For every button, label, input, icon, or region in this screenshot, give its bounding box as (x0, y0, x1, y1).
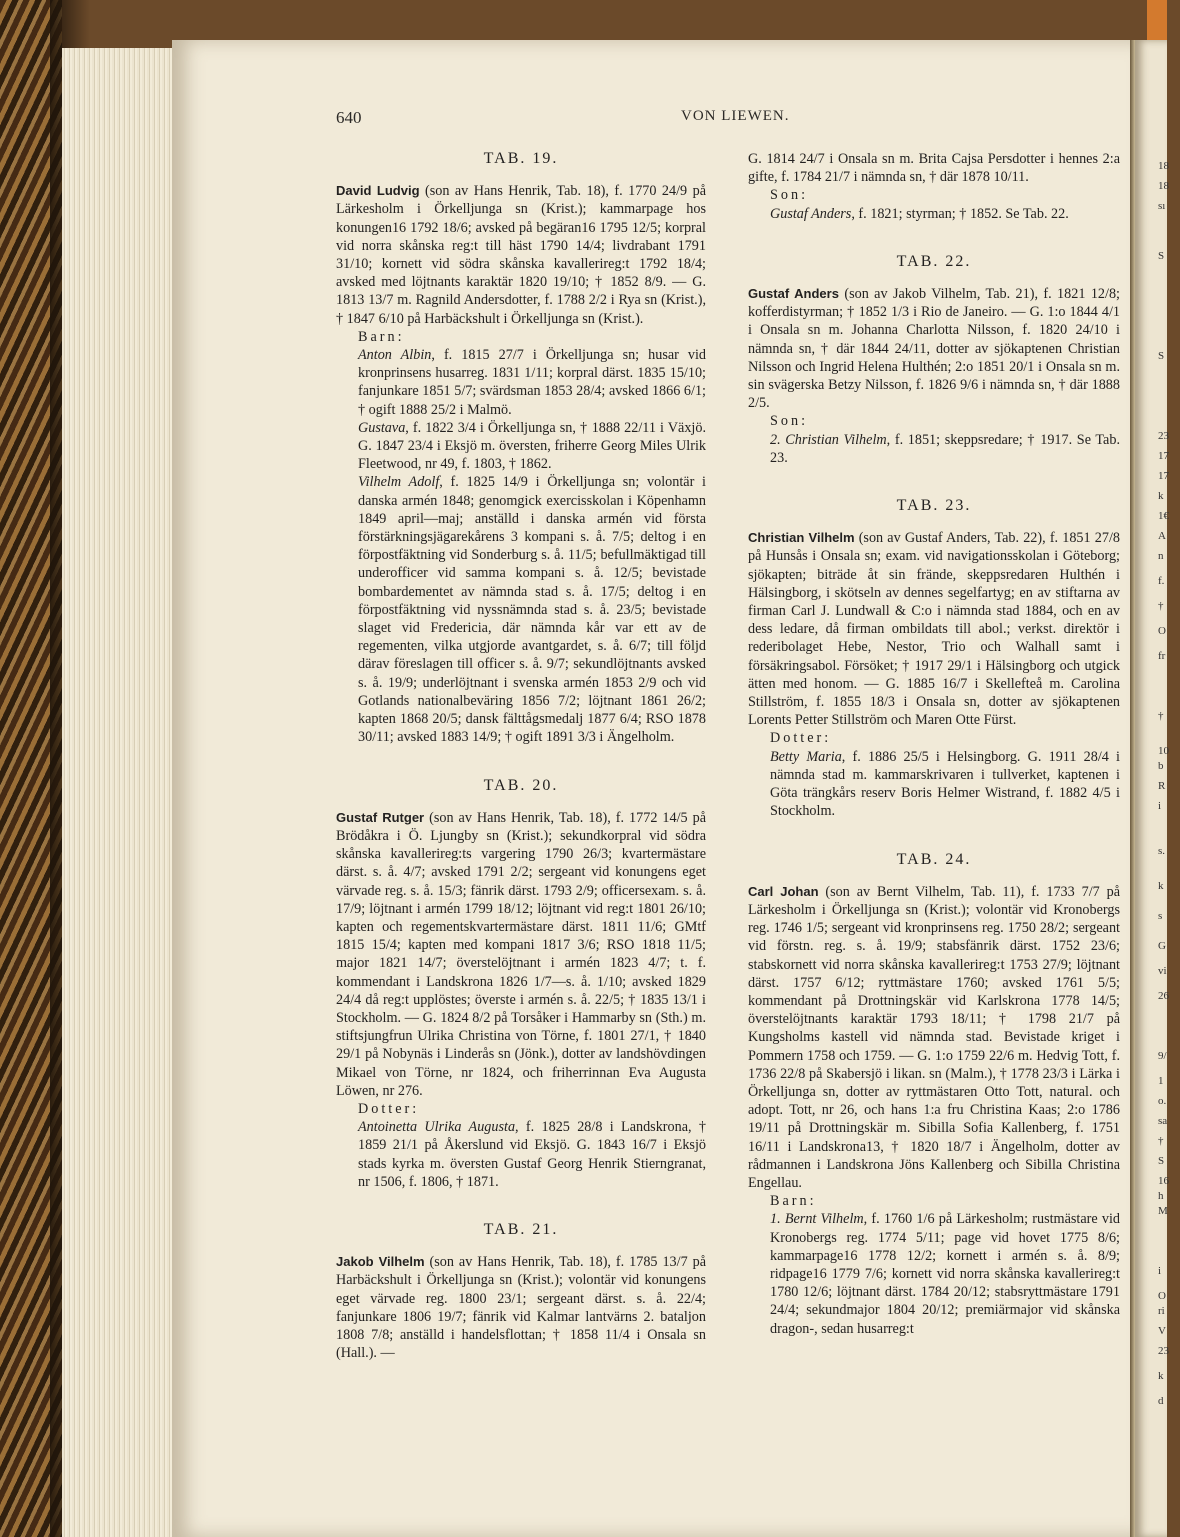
genealogy-entry (336, 182, 706, 328)
children-label: Barn: (358, 328, 405, 345)
genealogy-entry (748, 285, 1120, 412)
child-entry (336, 1118, 706, 1191)
person-name: Jakob Vilhelm (336, 1254, 425, 1270)
child-name: Gustaf Anders (770, 205, 852, 222)
facing-page-fragment: o. (1158, 1095, 1167, 1107)
children-label: Barn: (770, 1193, 817, 1210)
entry-text: , f. 1886 25/5 i Helsingborg. G. 1911 28/4 i nämnda stad m. kammarskrivaren i tullverket, kaptenen i Göta trängkårs reserv Boris Helmer Wistrand, f. 1882 4/5 i Stockholm. (770, 748, 1120, 820)
entry-text: , f. 1822 3/4 i Örkelljunga sn, † 1888 22/11 i Växjö. G. 1847 23/4 i Eksjö m. översten, friherre Georg Miles Ulrik Fleetwood, nr 49, f. 1803, † 1862. (358, 419, 706, 473)
facing-page-fragment: 18 (1158, 180, 1169, 192)
entry-text: (son av Hans Henrik, Tab. 18), f. 1772 14/5 på Brödåkra i Ö. Ljungby sn (Krist.); sekundkorpral vid södra skånska kavallerireg:ts vargering 1790 26/3; kvartermästare därst. s. å. 4/7; avsked 1791 2/2; sergeant vid konungens eget värvade reg. s. å. 15/3; fänrik därst. 1793 2/9; officersexam. s. å. 17/9; löjtnant i armén 1799 18/12; löjtnant vid reg:t 1801 26/10; kapten och regementskvartermästare därst. 1811 11/6; GMtf 1815 15/4; kapten med kompani 1817 3/6; RSO 1818 11/5; major 1821 14/7; överstelöjtnant i armén 1823 4/7; t. f. kommendant i Landskrona 1826 1/7—s. å. 1/10; avsked 1829 24/4 då reg:t upplöstes; överste i armén s. å. 22/5; † 1835 13/1 i Stockholm. — G. 1824 8/2 på Torsåker i Hammarby sn (Sth.) m. stiftsjungfrun Ulrika Christina von Törne, f. 1801 27/1, † 1840 29/1 på Nobynäs i Linderås sn (Jönk.), dotter av landshövdingen Mikael von Törne, nr 1824, och friherrinnan Eva Augusta Löwen, nr 276. (336, 809, 706, 1099)
genealogy-entry (748, 883, 1120, 1192)
child-entry (748, 205, 1120, 223)
table-heading: TAB. 24. (896, 850, 972, 868)
child-name: 1. Bernt Vilhelm (770, 1211, 864, 1228)
entry-text: (son av Hans Henrik, Tab. 18), f. 1770 24/9 på Lärkesholm i Örkelljunga sn (Krist.); kammarpage hos konungen16 1792 18/6; avsked på begäran16 1795 12/5; korpral vid norra skånska reg:t till häst 1790 14/4; livdrabant 1791 31/10; kornett vid södra skånska kavallerireg:t 1792 18/4; avsked med löjtnants karaktär 1820 19/10; † 1852 8/9. — G. 1813 13/7 m. Ragnild Andersdotter, f. 1788 2/2 i Rya sn (Krist.), † 1847 6/10 på Harbäckshult i Örkelljunga sn (Krist.). (336, 183, 706, 327)
entry-text: , f. 1821; styrman; † 1852. Se Tab. 22. (851, 205, 1069, 222)
running-head (336, 108, 1096, 130)
child-entry (748, 748, 1120, 821)
children-label: Dotter: (358, 1100, 420, 1117)
child-entry (336, 346, 706, 419)
facing-page-fragment: A (1158, 530, 1166, 542)
facing-page-fragment: b (1158, 760, 1164, 772)
running-title: VON LIEWEN. (681, 108, 790, 124)
section-gap (748, 821, 1120, 847)
facing-page-fragment: vi (1158, 965, 1167, 977)
child-name: Antoinetta Ulrika Augusta (358, 1119, 516, 1136)
entry-text: , f. 1851; skeppsredare; † 1917. Se Tab. 23. (770, 431, 1120, 466)
entry-text: , f. 1825 28/8 i Landskrona, † 1859 21/1 på Åkerslund vid Eksjö. G. 1843 16/7 i Eksjö stads kyrka m. översten Gustaf Georg Henrik Stierngranat, nr 1506, f. 1806, † 1871. (358, 1119, 706, 1190)
child-entry (336, 419, 706, 474)
left-column (336, 150, 706, 1362)
facing-page-fragment: 18 (1158, 160, 1169, 172)
facing-page-fragment: † (1158, 1135, 1164, 1147)
entry-text: (son av Jakob Vilhelm, Tab. 21), f. 1821 12/8; kofferdistyrman; † 1852 1/3 i Rio de Janeiro. — G. 1:o 1844 4/1 i Onsala sn m. Johanna Charlotta Nilsson, f. 1820 24/10 i nämnda sn, † där 1844 24/11, dotter av sjökaptenen Christian Nilsson och Ingrid Helena Hulthén; 2:o 1851 20/1 i Onsala sn m. sin svägerska Betzy Nilsson, f. 1826 9/6 i nämnda sn, † där 1888 2/5. (748, 286, 1120, 412)
page-number: 640 (336, 108, 362, 127)
child-name: Gustava (358, 419, 406, 436)
table-heading: TAB. 22. (896, 252, 972, 270)
facing-page-fragment: V (1158, 1325, 1166, 1337)
entry-text: (son av Hans Henrik, Tab. 18), f. 1785 13/7 på Harbäckshult i Örkelljunga sn (Krist.); volontär vid konungens eget värvade reg. 1800 23/1; sergeant därst. s. å. 22/4; fanjunkare 1806 19/7; fänrik vid Kalmar lantvärns 2. bataljon 1808 7/8; anställd i handelsflottan; † 1858 11/4 i Onsala sn (Hall.). — (336, 1254, 706, 1362)
facing-page-fragment: G (1158, 940, 1166, 952)
facing-page-fragment: 9/ (1158, 1050, 1167, 1062)
facing-page-fragment: i (1158, 1265, 1162, 1277)
facing-page-fragment: 10 (1158, 745, 1169, 757)
child-name: Betty Maria (770, 748, 842, 765)
facing-page-fragment: d (1158, 1395, 1164, 1407)
facing-page-fragment: sa (1158, 1115, 1168, 1127)
person-name: Gustaf Anders (748, 286, 839, 302)
section-gap (336, 747, 706, 773)
child-entry (748, 1210, 1120, 1337)
facing-page-fragment: † (1158, 600, 1164, 612)
child-entry (336, 473, 706, 746)
entry-text: G. 1814 24/7 i Onsala sn m. Brita Cajsa Persdotter i hennes 2:a gifte, f. 1784 21/7 i nämnda sn, † där 1878 10/11. (748, 151, 1120, 186)
entry-text: (son av Bernt Vilhelm, Tab. 11), f. 1733 7/7 på Lärkesholm i Örkelljunga sn (Krist.); volontär vid Kronobergs reg. 1746 1/5; sergeant vid kronprinsens reg. 1750 28/2; sergeant vid förstn. reg. s. å. 19/9; stabsfänrik därst. 1752 23/6; stabskornett vid norra skånska kavallerireg:t 1753 27/9; löjtnant därst. 1757 6/12; ryttmästare 1760; avsked 1761 5/5; kommendant på Drottningskär vid Karlskrona 1778 14/5; överstelöjtnants karaktär 1793 18/11; † 1798 21/7 på Kungsholms kastell vid nämnda stad. Bevistade kriget i Pommern 1758 och 1759. — G. 1:o 1759 22/6 m. Hedvig Tott, f. 1736 22/8 på Skabersjö i likan. sn (Malm.), † 1778 23/3 i Lärka i Örkelljunga sn, dotter av ryttmästaren Otto Tott, natural. och adopt. Tott, nr 26, och hans 1:a fru Christina Kaas; 2:o 1786 19/11 på Drottningskär m. Sibilla Sofia Kallenberg, f. 1751 16/11 i Landskrona13, † 1820 18/7 i Ängelholm, dotter av rådmannen i Landskrona Jöns Kallenberg och Sibilla Christina Engellau. (748, 883, 1120, 1191)
person-name: Christian Vilhelm (748, 530, 855, 546)
genealogy-entry (748, 150, 1120, 186)
person-name: David Ludvig (336, 183, 420, 199)
section-gap (748, 223, 1120, 249)
facing-page-fragment: fr (1158, 650, 1166, 662)
facing-page-fragment: f. (1158, 575, 1165, 587)
child-name: Anton Albin (358, 347, 432, 364)
right-column (748, 150, 1120, 1338)
facing-page-fragment: s. (1158, 845, 1166, 857)
children-label: Son: (770, 187, 809, 204)
entry-text: (son av Gustaf Anders, Tab. 22), f. 1851 27/8 på Hunsås i Onsala sn; exam. vid navigationsskolan i Göteborg; sjökapten; biträde åt sin frände, skeppsredaren Hulthén i Hälsingborg, i skötseln av dennes segelfartyg; en av stiftarna av firman Carl J. Lundwall & C:o i nämnda stad 1884, och en av dess ledare, då firman ombildats till abol.; verkst. direktör i rederibolaget Hebe, Nestor, Trio och Walhall samt i försäkringsabol. Försöket; † 1917 29/1 i Hälsingborg och utgick ätten med honom. — G. 1885 16/7 i Skellefteå m. Carolina Stillström, f. 1855 18/3 i Onsala sn, dotter av sjökaptenen Lorents Petter Stillström och Maren Otte Fürst. (748, 530, 1120, 729)
entry-text: , f. 1825 14/9 i Örkelljunga sn; volontär i danska armén 1848; genomgick exercisskolan i Köpenhamn 1849 april—maj; anställd i danska armén vid första förstärkningsjägarekårens 3 kompani s. å. 7/5; deltog i en förpostfäktning vid Sonderburg s. å. 11/5; befullmäktigad till underofficer vid samma kompani s. å. 12/5; bevistade bombardementet av nämnda stad s. å. 17/5; deltog i en förpostfäktning vid nyssnämnda stad s. å. 23/5; bevistade slaget vid Fredericia, där nämnda kår var ett av de regementen, vilka utgjorde avantgardet, s. å. 6/7; till följd därav föreslagen till officer s. å. 9/7; sekundlöjtnants avsked s. å. 19/9; underlöjtnant i svenska armén 1853 2/9 och vid Gotlands nationalbeväring 1856 7/2; löjtnant 1861 26/2; kapten 1868 20/5; dansk fälttågsmedalj 1877 6/4; RSO 1878 30/11; avsked 1883 14/9; † ogift 1891 3/3 i Ängelholm. (358, 474, 706, 746)
child-name: Vilhelm Adolf (358, 474, 440, 491)
facing-page-fragment: 23 (1158, 430, 1169, 442)
facing-page-fragment: O (1158, 625, 1166, 637)
genealogy-entry (336, 809, 706, 1100)
child-name: 2. Christian Vilhelm (770, 431, 887, 448)
children-label: Dotter: (770, 730, 832, 747)
facing-page-fragment: 1 (1158, 1075, 1164, 1087)
person-name: Gustaf Rutger (336, 809, 425, 825)
facing-page-fragment: 17 (1158, 470, 1169, 482)
table-heading: TAB. 19. (483, 150, 559, 167)
table-heading: TAB. 23. (896, 497, 972, 515)
facing-page-fragment: i (1158, 800, 1162, 812)
facing-page-fragment: k (1158, 490, 1164, 502)
child-entry (748, 431, 1120, 467)
facing-page-fragment: s (1158, 910, 1163, 922)
facing-page-fragment: † (1158, 710, 1164, 722)
page-stack-edges (62, 48, 180, 1537)
facing-page-fragment: M (1158, 1205, 1168, 1217)
facing-page-fragment: S (1158, 250, 1165, 262)
facing-page-fragment: sı (1158, 200, 1166, 212)
facing-page-fragment: k (1158, 1370, 1164, 1382)
facing-page-fragment: h (1158, 1190, 1164, 1202)
facing-page-fragment: R (1158, 780, 1166, 792)
facing-page-fragment: n (1158, 550, 1164, 562)
section-gap (748, 467, 1120, 493)
entry-text: , f. 1760 1/6 på Lärkesholm; rustmästare vid Kronobergs reg. 1774 5/11; page vid hovet 1775 8/6; kammarpage16 1778 12/2; kornett i armén s. å. 8/9; ridpage16 1779 7/6; kornett vid norra skånska kavallerireg:t 1780 12/6; löjtnant därst. 1784 20/12; stabsryttmästare 1791 24/4; sekundmajor 1804 20/12; premiärmajor vid skånska dragon-, sedan husarreg:t (770, 1211, 1120, 1337)
section-gap (336, 1191, 706, 1217)
facing-page-fragment: 17 (1158, 450, 1169, 462)
children-label: Son: (770, 413, 809, 430)
facing-page-fragment: ri (1158, 1305, 1165, 1317)
facing-page-fragment: S (1158, 350, 1165, 362)
facing-page-fragment: 26 (1158, 990, 1169, 1002)
facing-page-fragment: O (1158, 1290, 1166, 1302)
facing-page-fragment: k (1158, 880, 1164, 892)
entry-text: , f. 1815 27/7 i Örkelljunga sn; husar vid kronprinsens husarreg. 1831 1/11; korpral därst. 1835 15/10; fanjunkare 1851 5/7; svärdsman 1853 28/4; avsked 1866 6/1; † ogift 1888 25/2 i Malmö. (358, 347, 706, 418)
genealogy-entry (748, 529, 1120, 729)
facing-page-fragment: S (1158, 1155, 1165, 1167)
facing-page-fragment: 1€ (1158, 510, 1169, 522)
facing-page-fragment: 16 (1158, 1175, 1169, 1187)
table-heading: TAB. 20. (483, 776, 559, 794)
table-heading: TAB. 21. (483, 1220, 559, 1238)
genealogy-entry (336, 1253, 706, 1362)
person-name: Carl Johan (748, 883, 819, 899)
facing-page-fragment: 23 (1158, 1345, 1169, 1357)
